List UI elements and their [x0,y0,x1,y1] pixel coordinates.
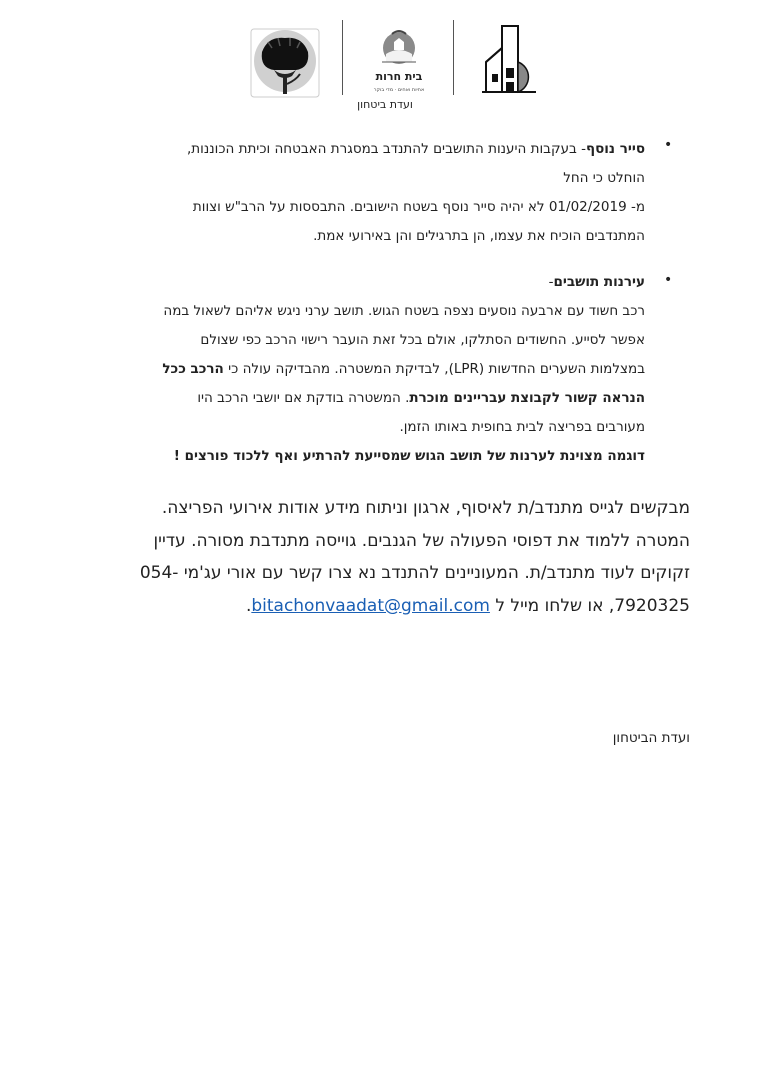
section-additional-patrol [90,135,645,251]
patrol-line-2: הוחלט כי החל [563,170,645,186]
patrol-heading: סייר נוסף [586,141,645,157]
recruit-end-period: . [245,595,252,616]
volunteer-recruitment-paragraph [95,492,690,622]
alert-line-3-bold: הרכב ככל [162,361,224,377]
alert-line-3 [90,355,645,384]
header-divider [453,20,454,95]
alert-line-4-bold: הנראה קשור לקבוצת עבריינים מוכרת [409,390,645,406]
alert-line-2: אפשר לסייע. החשודים הסתלקו, אולם בכל זאת הועבר רישוי הרכב כפי שצולם [200,332,645,348]
committee-caption: ועדת ביטחון [357,98,413,111]
beit-herut-logo-subtext: אחיות ואחים · מדי בוקר [373,87,425,93]
poppy-flower-logo [250,28,320,98]
patrol-line-4: המתנדבים הוכיח את עצמו, הן בתרגילים והן באירועי אמת. [313,228,645,244]
recruit-line-3: זקוקים לעוד מתנדב/ת. המעוניינים להתנדב נא צרו קשר עם אורי עג'מי -054 [139,563,690,583]
alert-heading-line [90,268,645,297]
alert-heading-suffix: - [548,274,554,290]
beit-herut-logo [368,28,430,96]
bullet-point: • [664,137,673,153]
letterhead [0,0,763,120]
beit-herut-logo-text: בית חרות [375,70,423,83]
house-logo [480,22,540,97]
email-link[interactable]: bitachonvaadat@gmail.com [251,595,490,616]
recruit-line-2: המטרה ללמוד את דפוסי הפעולה של הגנבים. גוייסה מתנדבת מסורה. עדיין [153,530,690,551]
recruit-phone-text: 7920325, או שלחו מייל ל [489,595,690,616]
alert-line-3-text: במצלמות השערים החדשות (LPR), לבדיקת המשטרה. מהבדיקה עולה כי [223,361,645,377]
recruit-line-1: מבקשים לגייס מתנדב/ת לאיסוף, ארגון וניתוח מידע אודות אירועי הפריצה. [161,498,690,518]
bullet-point: • [664,272,673,288]
patrol-line-3: מ- 01/02/2019 לא יהיה סייר נוסף בשטח הישובים. התבססות על הרב"ש וצוות [192,199,645,215]
patrol-text: - בעקבות היענות התושבים להתנדב במסגרת האבטחה וכיתת הכוננות, [186,141,586,157]
alert-line-6 [90,442,645,471]
recruit-line-4 [95,590,690,623]
alert-line-4-text: . המשטרה בודקת אם יושבי הרכב היו [197,390,410,406]
signature: ועדת הביטחון [612,730,690,746]
header-divider [342,20,343,95]
alert-line-4 [90,384,645,413]
alert-line-5: מעורבים בפריצה לבית בחופית באותו הזמן. [399,419,645,435]
section-resident-alertness [90,268,645,471]
alert-heading: עירנות תושבים [553,274,645,290]
alert-conclusion: דוגמה מצוינת לערנות של תושב הגוש שמסייעת להרתיע ואף ללכוד פורצים ! [173,448,645,464]
patrol-line-1 [90,135,645,164]
alert-line-1: רכב חשוד עם ארבעה נוסעים נצפה בשטח הגוש. תושב ערני ניגש אליהם לשאול במה [163,303,645,319]
